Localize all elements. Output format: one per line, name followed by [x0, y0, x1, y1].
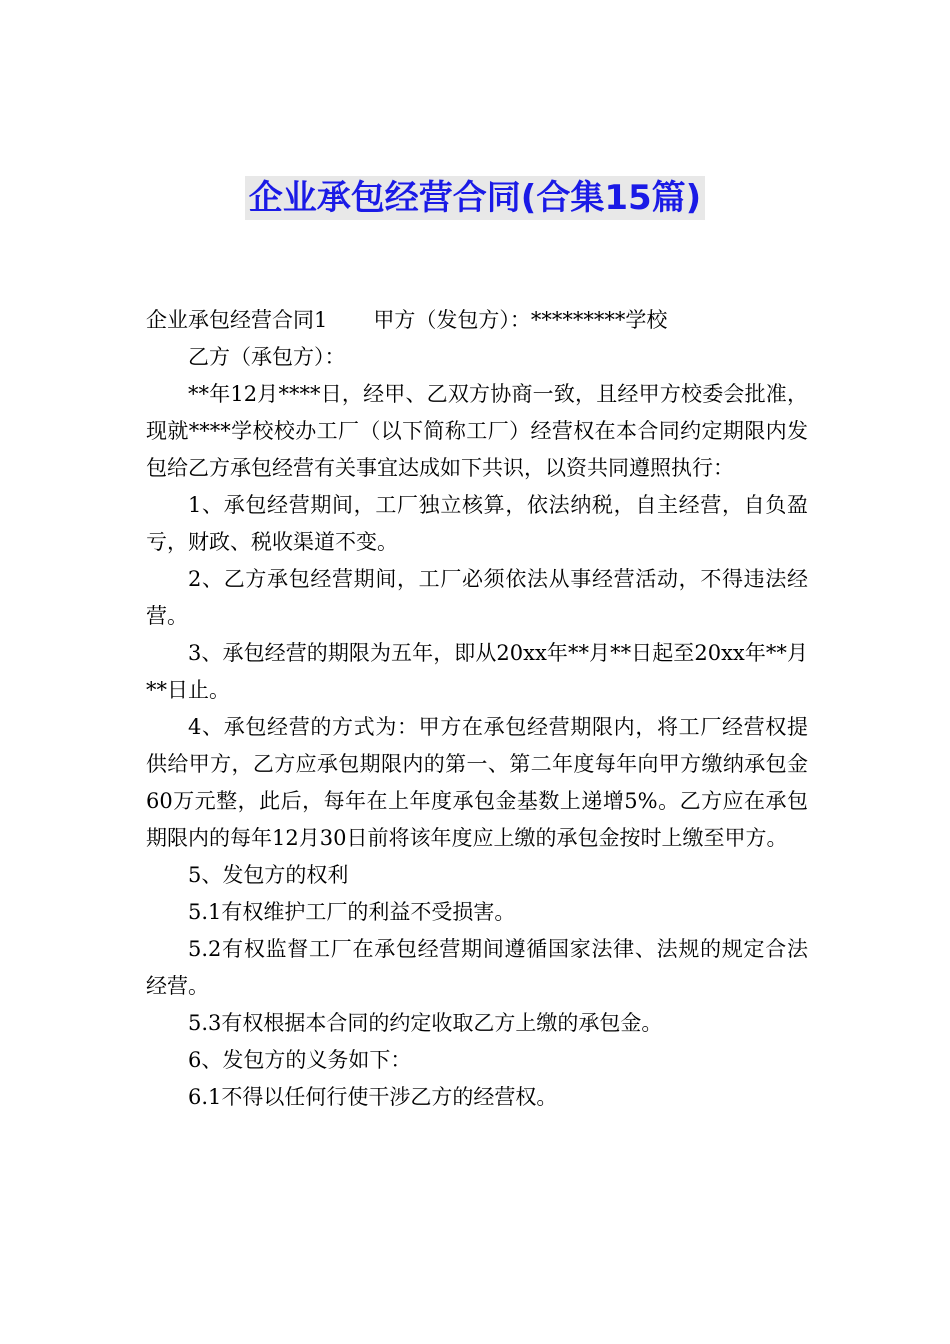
contract-label: 企业承包经营合同1: [146, 308, 328, 332]
paragraph: 5.1有权维护工厂的利益不受损害。: [188, 900, 516, 924]
paragraph: 5.2有权监督工厂在承包经营期间遵循国家法律、法规的规定合法经营。: [146, 937, 808, 998]
paragraph: 5、发包方的权利: [188, 863, 349, 887]
title-wrapper: [0, 176, 950, 220]
heading-line: [146, 302, 808, 339]
paragraph: 3、承包经营的期限为五年，即从20xx年**月**日起至20xx年**月**日止。: [146, 641, 808, 702]
paragraph: 乙方（承包方）：: [188, 345, 346, 369]
paragraph: **年12月****日，经甲、乙双方协商一致，且经甲方校委会批准，现就****学校校办工厂（以下简称工厂）经营权在本合同约定期限内发包给乙方承包经营有关事宜达成如下共识，以资共同遵照执行：: [146, 382, 808, 480]
paragraph: 4、承包经营的方式为：甲方在承包经营期限内，将工厂经营权提供给甲方，乙方应承包期限内的第一、第二年度每年向甲方缴纳承包金60万元整，此后，每年在上年度承包金基数上递增5%。乙方应在承包期限内的每年12月30日前将该年度应上缴的承包金按时上缴至甲方。: [146, 715, 808, 850]
paragraph: 6.1不得以任何行使干涉乙方的经营权。: [188, 1085, 558, 1109]
document-body: [146, 302, 808, 1116]
document-title: 企业承包经营合同(合集15篇): [245, 176, 705, 220]
paragraph: 2、乙方承包经营期间，工厂必须依法从事经营活动，不得违法经营。: [146, 567, 808, 628]
paragraph: 1、承包经营期间，工厂独立核算，依法纳税，自主经营，自负盈亏，财政、税收渠道不变。: [146, 493, 808, 554]
paragraph: 5.3有权根据本合同的约定收取乙方上缴的承包金。: [188, 1011, 663, 1035]
paragraph: 6、发包方的义务如下：: [188, 1048, 412, 1072]
party-a-line: 甲方（发包方）：*********学校: [373, 308, 668, 332]
